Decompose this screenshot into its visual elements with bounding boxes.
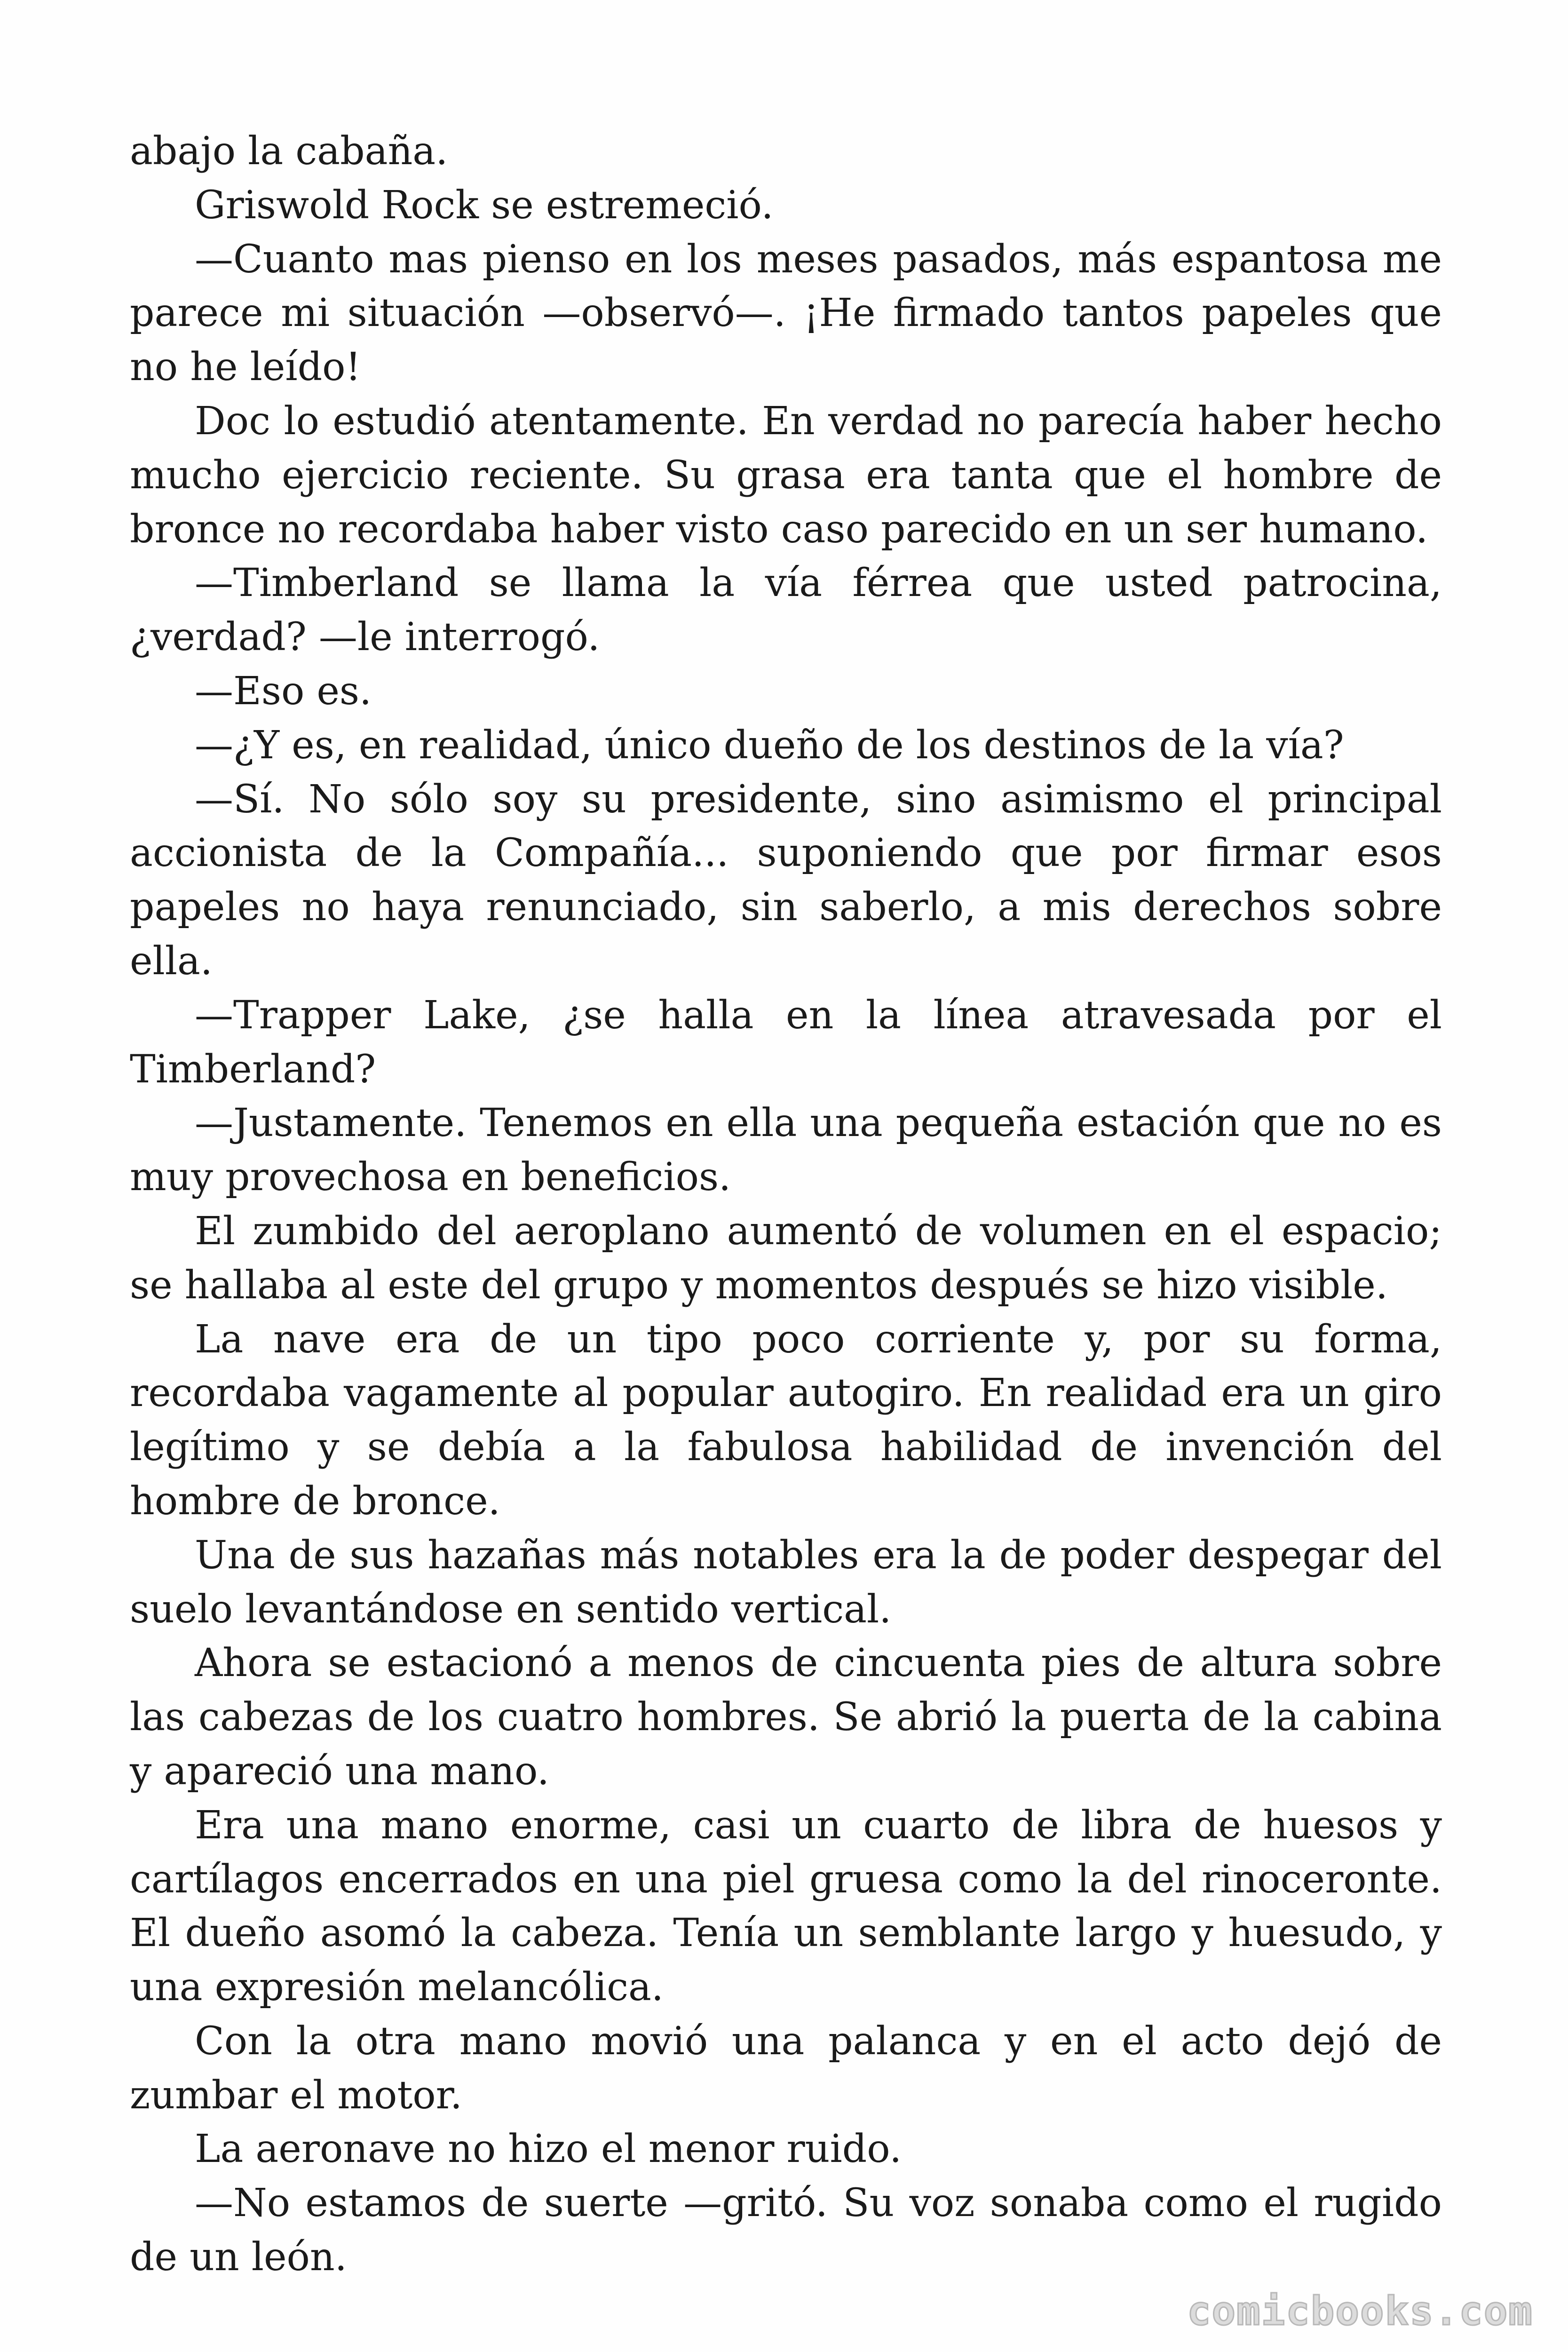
paragraph: —Eso es.	[195, 668, 372, 714]
paragraph: Era una mano enorme, casi un cuarto de libra de huesos y cartílagos encerrados en una piel gruesa como la del rinoceronte. El dueño asomó la cabeza. Tenía un semblante largo y huesudo, y una expresión melancólica.	[130, 1803, 1442, 2010]
paragraph: Con la otra mano movió una palanca y en el acto dejó de zumbar el motor.	[130, 2018, 1442, 2118]
paragraph: El zumbido del aeroplano aumentó de volumen en el espacio; se hallaba al este del grupo y momentos después se hizo visible.	[130, 1208, 1442, 1308]
paragraph: —Justamente. Tenemos en ella una pequeña estación que no es muy provechosa en beneficios.	[130, 1101, 1442, 1200]
body-text	[130, 125, 1442, 2285]
paragraph: —Sí. No sólo soy su presidente, sino asimismo el principal accionista de la Compañía... suponiendo que por firmar esos papeles no haya renunciado, sin saberlo, a mis derechos sobre ella.	[130, 777, 1442, 984]
paragraph: —No estamos de suerte —gritó. Su voz sonaba como el rugido de un león.	[130, 2181, 1442, 2280]
paragraph: Ahora se estacionó a menos de cincuenta pies de altura sobre las cabezas de los cuatro hombres. Se abrió la puerta de la cabina y apareció una mano.	[130, 1641, 1442, 1794]
paragraph: Griswold Rock se estremeció.	[195, 183, 774, 228]
paragraph: La nave era de un tipo poco corriente y, por su forma, recordaba vagamente al popular autogiro. En realidad era un giro legítimo y se debía a la fabulosa habilidad de invención del hombre de bronce.	[130, 1317, 1442, 1524]
paragraph: —¿Y es, en realidad, único dueño de los destinos de la vía?	[195, 723, 1344, 768]
paragraph: —Trapper Lake, ¿se halla en la línea atravesada por el Timberland?	[130, 993, 1442, 1092]
paragraph: La aeronave no hizo el menor ruido.	[195, 2127, 902, 2172]
paragraph: Doc lo estudió atentamente. En verdad no parecía haber hecho mucho ejercicio reciente. Su grasa era tanta que el hombre de bronce no recordaba haber visto caso parecido en un ser humano.	[130, 398, 1442, 552]
paragraph: —Cuanto mas pienso en los meses pasados, más espantosa me parece mi situación —observó—. ¡He firmado tantos papeles que no he leído!	[130, 237, 1442, 390]
paragraph: abajo la cabaña.	[130, 129, 448, 174]
watermark-logo: comicbooks.com	[1187, 2288, 1533, 2334]
paragraph: —Timberland se llama la vía férrea que usted patrocina, ¿verdad? —le interrogó.	[130, 561, 1442, 660]
paragraph: Una de sus hazañas más notables era la de poder despegar del suelo levantándose en sentido vertical.	[130, 1533, 1442, 1632]
